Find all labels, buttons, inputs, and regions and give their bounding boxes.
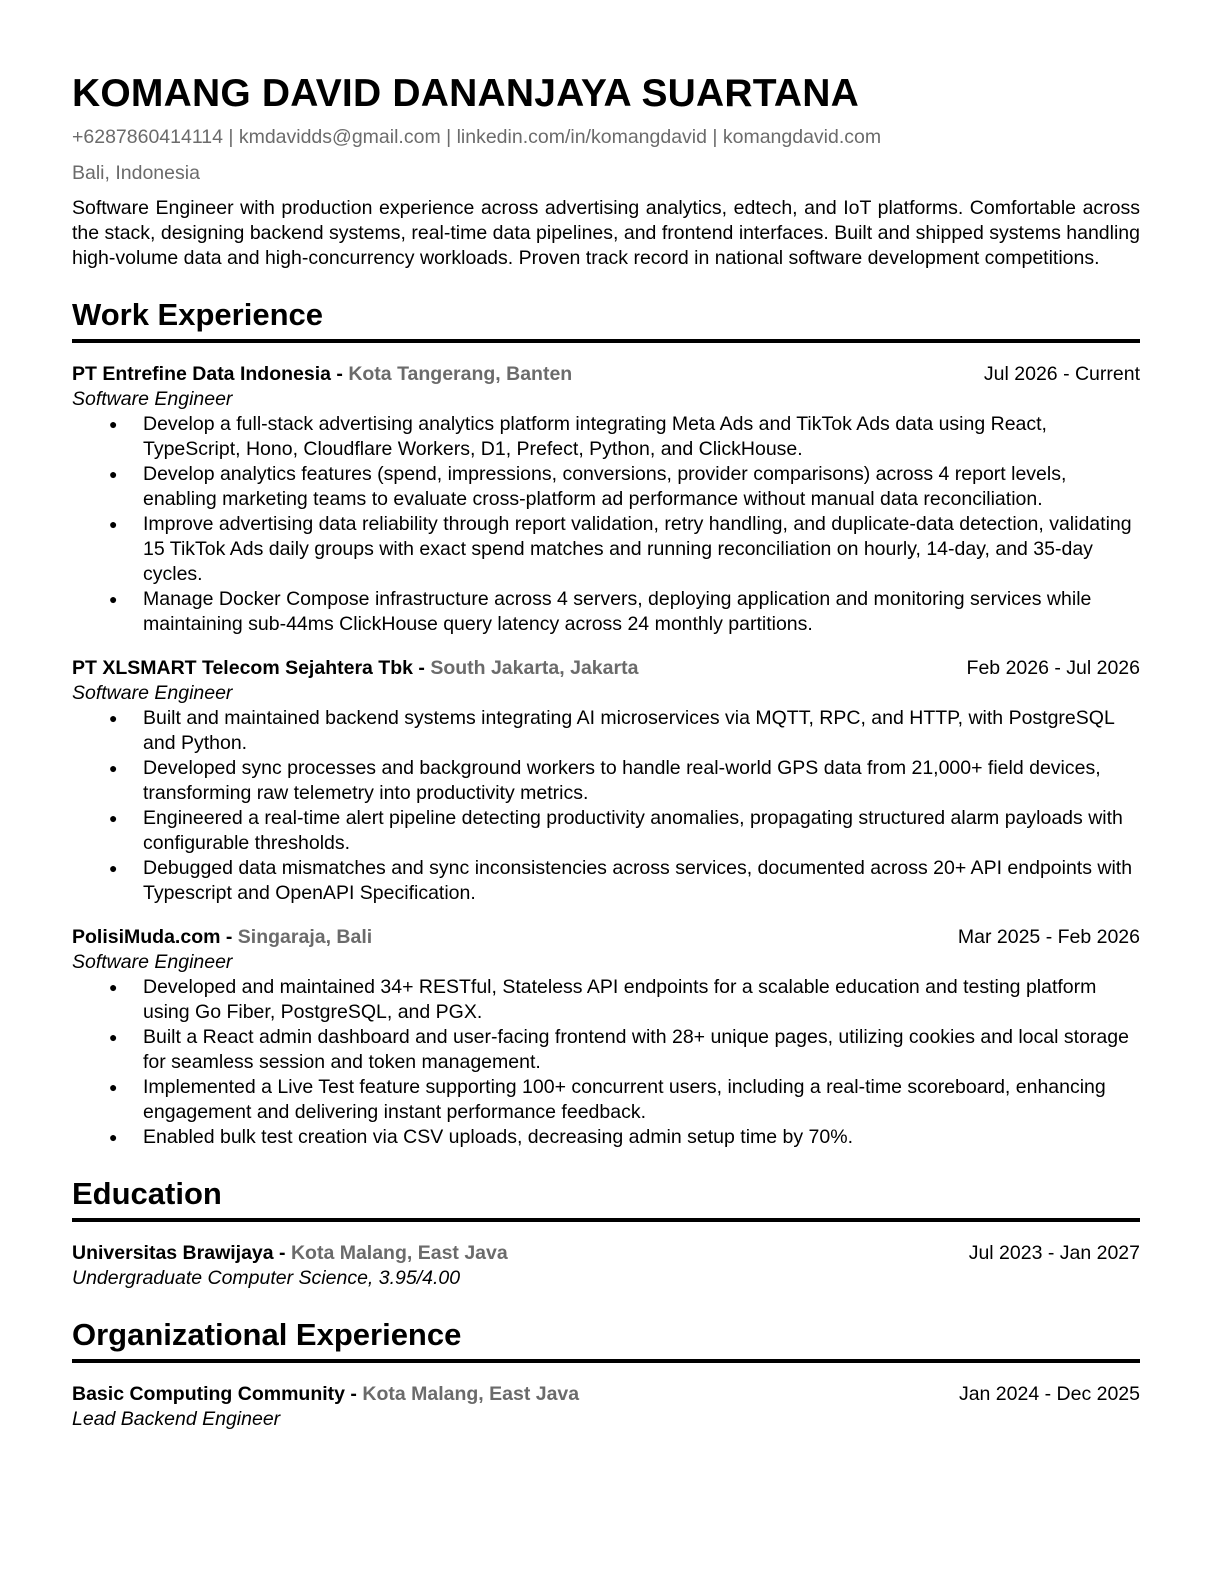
- entry-organization: PT Entrefine Data Indonesia: [72, 363, 331, 385]
- bullet-icon: ●: [109, 1129, 118, 1145]
- entry-organization: Basic Computing Community: [72, 1383, 346, 1405]
- bullet-item: [72, 412, 1140, 462]
- entry-role: Lead Backend Engineer: [72, 1408, 281, 1430]
- entry-separator: -: [273, 1242, 291, 1264]
- entry-title: [72, 362, 572, 387]
- summary-paragraph: Software Engineer with production experience across advertising analytics, edtech, and IoT platforms. Comfortable across the stack, designing backend systems, real-time data pipelines, and frontend interfaces. Built and shipped systems handling high-volume data and high-concurrency workloads. Proven track record in national software development competitions.: [72, 197, 1140, 269]
- bullet-text: Develop a full-stack advertising analytics platform integrating Meta Ads and TikTok Ads data using React, TypeScript, Hono, Cloudflare Workers, D1, Prefect, Python, and ClickHouse.: [143, 413, 1047, 460]
- entry-location: Singaraja, Bali: [237, 926, 373, 948]
- bullet-icon: ●: [109, 1029, 118, 1045]
- bullet-item: [72, 756, 1140, 806]
- entry-title: [72, 925, 372, 950]
- entry-location: Kota Tangerang, Banten: [348, 363, 573, 385]
- bullet-item: [72, 975, 1140, 1025]
- section-title-education: Education: [72, 1176, 222, 1211]
- section-title-work: Work Experience: [72, 297, 323, 332]
- bullet-item: [72, 1025, 1140, 1075]
- entry-location: South Jakarta, Jakarta: [430, 657, 639, 679]
- section-title-organizational: Organizational Experience: [72, 1317, 462, 1352]
- bullet-icon: ●: [109, 416, 118, 432]
- contact-line: +6287860414114 | kmdavidds@gmail.com | linkedin.com/in/komangdavid | komangdavid.com: [72, 126, 882, 148]
- section-divider: [72, 339, 1140, 343]
- entry-title: [72, 1241, 508, 1266]
- bullet-text: Develop analytics features (spend, impressions, conversions, provider comparisons) across 4 report levels, enabling marketing teams to evaluate cross-platform ad performance without manual data reconciliation.: [143, 463, 1067, 510]
- education-entry: [72, 1241, 1140, 1291]
- bullet-icon: ●: [109, 516, 118, 532]
- bullet-item: [72, 587, 1140, 637]
- candidate-name: KOMANG DAVID DANANJAYA SUARTANA: [72, 72, 859, 115]
- bullet-text: Manage Docker Compose infrastructure across 4 servers, deploying application and monitoring services while maintaining sub-44ms ClickHouse query latency across 24 monthly partitions.: [143, 588, 1092, 635]
- bullet-icon: ●: [109, 710, 118, 726]
- work-entry: [72, 656, 1140, 906]
- entry-organization: Universitas Brawijaya: [72, 1242, 274, 1264]
- entry-header: [72, 925, 1140, 950]
- bullet-icon: ●: [109, 860, 118, 876]
- entry-dates: Jul 2023 - Jan 2027: [968, 1242, 1140, 1264]
- organizational-entry: [72, 1382, 1140, 1432]
- bullet-icon: ●: [109, 760, 118, 776]
- entry-separator: -: [330, 363, 349, 385]
- bullet-text: Enabled bulk test creation via CSV uploads, decreasing admin setup time by 70%.: [143, 1126, 853, 1148]
- bullet-item: [72, 1075, 1140, 1125]
- entry-degree: Undergraduate Computer Science, 3.95/4.00: [72, 1267, 461, 1289]
- entry-bullets: [72, 706, 1140, 906]
- bullet-item: [72, 1125, 1140, 1150]
- entry-separator: -: [345, 1383, 363, 1405]
- bullet-item: [72, 462, 1140, 512]
- entry-role: Software Engineer: [72, 682, 233, 704]
- entry-title: [72, 656, 638, 681]
- entry-organization: PT XLSMART Telecom Sejahtera Tbk: [72, 657, 413, 679]
- entry-separator: -: [412, 657, 431, 679]
- entry-role: Software Engineer: [72, 951, 233, 973]
- work-entry: [72, 925, 1140, 1150]
- bullet-icon: ●: [109, 591, 118, 607]
- bullet-item: [72, 512, 1140, 587]
- work-entry: [72, 362, 1140, 637]
- organizational-section: [72, 1315, 1140, 1432]
- bullet-text: Improve advertising data reliability through report validation, retry handling, and duplicate-data detection, validating 15 TikTok Ads daily groups with exact spend matches and running reconciliation on hourly, 14-day, and 35-day cycles.: [143, 513, 1132, 585]
- entry-dates: Jan 2024 - Dec 2025: [958, 1383, 1140, 1405]
- bullet-text: Developed sync processes and background workers to handle real-world GPS data from 21,000+ field devices, transforming raw telemetry into productivity metrics.: [143, 757, 1101, 804]
- bullet-icon: ●: [109, 1079, 118, 1095]
- entry-separator: -: [220, 926, 238, 948]
- entry-header: [72, 1382, 1140, 1407]
- bullet-icon: ●: [109, 466, 118, 482]
- bullet-text: Debugged data mismatches and sync inconsistencies across services, documented across 20+ API endpoints with Typescript and OpenAPI Specification.: [143, 857, 1133, 904]
- entry-title: [72, 1382, 579, 1407]
- entry-header: [72, 1241, 1140, 1266]
- entry-bullets: [72, 975, 1140, 1150]
- entry-organization: PolisiMuda.com: [72, 926, 221, 948]
- entry-dates: Mar 2025 - Feb 2026: [957, 926, 1140, 948]
- entry-dates: Feb 2026 - Jul 2026: [966, 657, 1140, 679]
- education-section: [72, 1174, 1140, 1291]
- section-divider: [72, 1218, 1140, 1222]
- bullet-item: [72, 806, 1140, 856]
- entry-header: [72, 362, 1140, 387]
- entry-bullets: [72, 412, 1140, 637]
- candidate-location: Bali, Indonesia: [72, 162, 200, 184]
- bullet-icon: ●: [109, 810, 118, 826]
- bullet-icon: ●: [109, 979, 118, 995]
- bullet-text: Implemented a Live Test feature supporting 100+ concurrent users, including a real-time scoreboard, enhancing engagement and delivering instant performance feedback.: [143, 1076, 1106, 1123]
- entry-location: Kota Malang, East Java: [290, 1242, 508, 1264]
- bullet-text: Developed and maintained 34+ RESTful, Stateless API endpoints for a scalable education and testing platform using Go Fiber, PostgreSQL, and PGX.: [143, 976, 1097, 1023]
- entry-header: [72, 656, 1140, 681]
- work-experience-section: [72, 295, 1140, 1150]
- entry-dates: Jul 2026 - Current: [983, 363, 1140, 385]
- entry-role: Software Engineer: [72, 388, 233, 410]
- entry-location: Kota Malang, East Java: [362, 1383, 580, 1405]
- section-divider: [72, 1359, 1140, 1363]
- bullet-text: Engineered a real-time alert pipeline detecting productivity anomalies, propagating structured alarm payloads with configurable thresholds.: [143, 807, 1123, 854]
- bullet-text: Built and maintained backend systems integrating AI microservices via MQTT, RPC, and HTTP, with PostgreSQL and Python.: [143, 707, 1115, 754]
- bullet-item: [72, 706, 1140, 756]
- bullet-text: Built a React admin dashboard and user-facing frontend with 28+ unique pages, utilizing cookies and local storage for seamless session and token management.: [143, 1026, 1129, 1073]
- bullet-item: [72, 856, 1140, 906]
